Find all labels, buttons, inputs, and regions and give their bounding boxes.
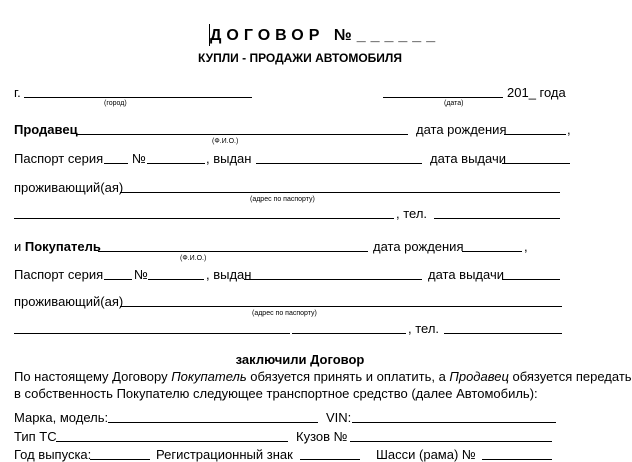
agreement-paragraph-line-1 <box>14 370 632 383</box>
buyer-issue-date-field[interactable] <box>502 279 560 280</box>
document-title: ДОГОВОР №______ <box>210 27 441 44</box>
buyer-label-line <box>14 240 101 253</box>
buyer-number-label: № <box>134 267 148 282</box>
buyer-residing-label: проживающий(ая) <box>14 294 124 309</box>
reg-plate-field[interactable] <box>300 459 360 460</box>
date-caption: (дата) <box>444 100 464 107</box>
vin-field[interactable] <box>352 422 556 423</box>
buyer-phone-label: , тел. <box>408 321 440 336</box>
seller-label: Продавец <box>14 122 78 137</box>
seller-address-field[interactable] <box>120 192 560 193</box>
agreement-text-1: По настоящему Договору <box>14 369 172 384</box>
buyer-issue-date-label: дата выдачи <box>428 267 504 282</box>
seller-passport-label: Паспорт серия <box>14 151 104 166</box>
buyer-name-field[interactable] <box>98 251 368 252</box>
buyer-phone-field[interactable] <box>444 333 562 334</box>
agreement-text-3: обязуется передать <box>508 369 632 384</box>
seller-address-field-2[interactable] <box>14 218 394 219</box>
seller-issue-date-field[interactable] <box>502 163 570 164</box>
seller-issued-label: , выдан <box>206 151 252 166</box>
year-field[interactable] <box>90 459 150 460</box>
seller-fio-caption: (Ф.И.О.) <box>212 138 239 145</box>
seller-phone-field[interactable] <box>434 218 560 219</box>
buyer-prefix: и <box>14 239 25 254</box>
seller-address-caption: (адрес по паспорту) <box>250 196 315 203</box>
year-text: 201_ года <box>507 85 566 100</box>
agreement-seller-word: Продавец <box>449 369 509 384</box>
make-model-label: Марка, модель: <box>14 410 109 425</box>
seller-birth-field[interactable] <box>504 134 566 135</box>
body-number-field[interactable] <box>350 441 552 442</box>
city-prefix: г. <box>14 85 21 100</box>
agreement-buyer-word: Покупатель <box>171 369 247 384</box>
buyer-address-field[interactable] <box>120 306 562 307</box>
buyer-birth-field[interactable] <box>462 251 522 252</box>
year-label: Год выпуска: <box>14 447 92 462</box>
seller-issue-date-label: дата выдачи <box>430 151 506 166</box>
buyer-passport-label: Паспорт серия <box>14 267 104 282</box>
buyer-address-caption: (адрес по паспорту) <box>252 310 317 317</box>
vehicle-type-label: Тип ТС <box>14 429 57 444</box>
chassis-label: Шасси (рама) № <box>376 447 476 462</box>
seller-issued-field[interactable] <box>256 163 422 164</box>
buyer-passport-series-field[interactable] <box>104 279 132 280</box>
seller-name-field[interactable] <box>76 134 408 135</box>
buyer-issued-field[interactable] <box>244 279 422 280</box>
buyer-fio-caption: (Ф.И.О.) <box>180 255 207 262</box>
agreement-text-2: обязуется принять и оплатить, а <box>246 369 450 384</box>
buyer-passport-number-field[interactable] <box>148 279 204 280</box>
city-caption: (город) <box>104 100 127 107</box>
city-field[interactable] <box>24 97 252 98</box>
document-subtitle: КУПЛИ - ПРОДАЖИ АВТОМОБИЛЯ <box>198 51 402 65</box>
body-number-label: Кузов № <box>296 429 348 444</box>
chassis-field[interactable] <box>482 459 552 460</box>
seller-birth-comma: , <box>567 122 571 137</box>
buyer-birth-comma: , <box>524 239 528 254</box>
seller-birth-label: дата рождения <box>416 122 507 137</box>
agreement-paragraph-line-2: в собственность Покупателю следующее транспортное средство (далее Автомобиль): <box>14 386 538 401</box>
buyer-issued-label: , выдан <box>206 267 252 282</box>
buyer-address-field-2[interactable] <box>14 333 290 334</box>
agreement-heading: заключили Договор <box>235 352 365 367</box>
seller-residing-label: проживающий(ая) <box>14 180 124 195</box>
seller-passport-number-field[interactable] <box>147 163 205 164</box>
buyer-label: Покупатель <box>24 239 101 254</box>
buyer-birth-label: дата рождения <box>373 239 464 254</box>
buyer-address-field-3[interactable] <box>292 333 406 334</box>
seller-phone-label: , тел. <box>396 206 428 221</box>
vehicle-type-field[interactable] <box>56 441 288 442</box>
make-model-field[interactable] <box>108 422 318 423</box>
vin-label: VIN: <box>326 410 352 425</box>
date-field[interactable] <box>383 97 503 98</box>
reg-plate-label: Регистрационный знак <box>156 447 293 462</box>
seller-passport-series-field[interactable] <box>104 163 128 164</box>
seller-number-label: № <box>132 151 146 166</box>
